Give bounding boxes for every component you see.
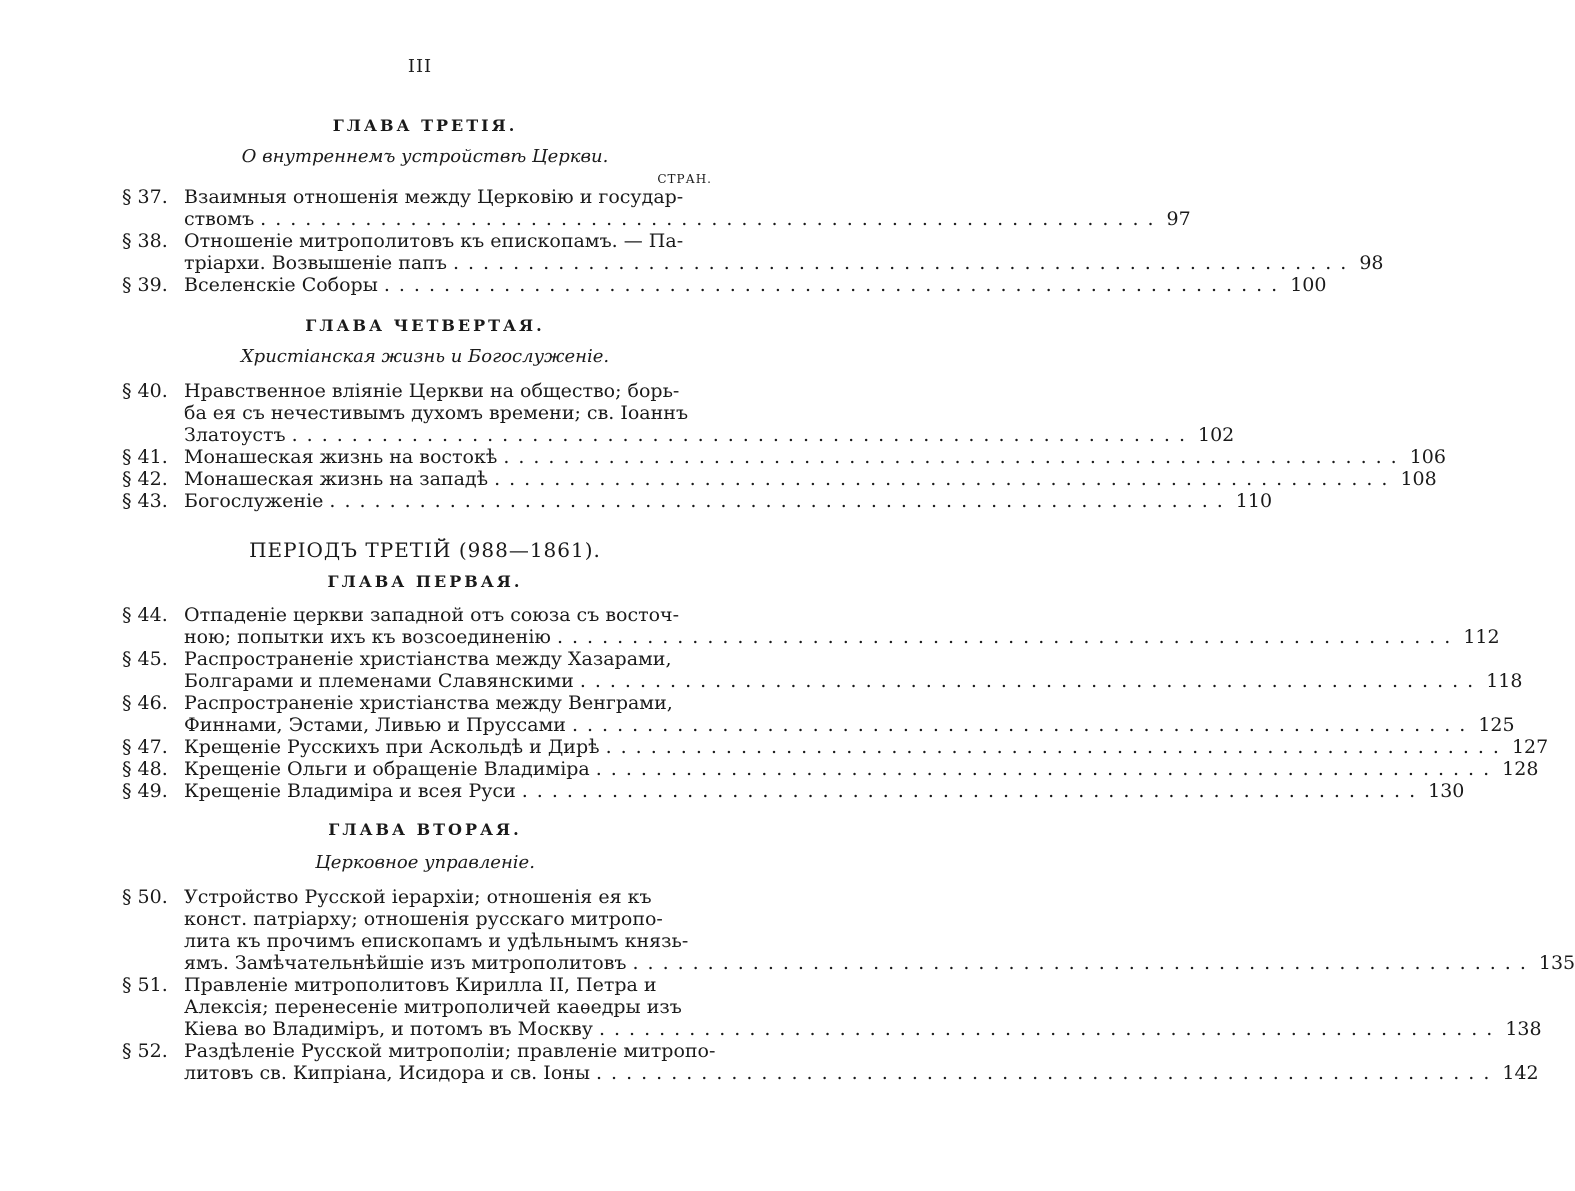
entry-text: ба ея съ нечестивымъ духомъ времени; св. Іоаннъ bbox=[184, 402, 689, 424]
entry-text: Монашеская жизнь на востокѣ bbox=[184, 446, 498, 468]
entry-line bbox=[184, 490, 1273, 512]
section-number: § 40. bbox=[122, 380, 168, 402]
page-ref: 142 bbox=[1502, 1062, 1539, 1084]
entry-line bbox=[184, 736, 1549, 758]
entry-text: Устройство Русской іерархіи; отношенія ея къ bbox=[184, 886, 652, 908]
page-ref: 108 bbox=[1400, 468, 1437, 490]
entry-line bbox=[184, 424, 1235, 446]
entry-text: Взаимныя отношенія между Церковію и государ- bbox=[184, 186, 684, 208]
entry-line bbox=[184, 380, 714, 402]
period-3-chapter-1-title: ГЛАВА ПЕРВАЯ. bbox=[327, 572, 523, 591]
entry-text: Болгарами и племенами Славянскими bbox=[184, 670, 574, 692]
entry-text: Крещеніе Владиміра и всея Руси bbox=[184, 780, 516, 802]
entry-line bbox=[184, 604, 714, 626]
entry-line bbox=[184, 648, 714, 670]
section-number: § 38. bbox=[122, 230, 168, 252]
entry-text: Нравственное вліяніе Церкви на общество; борь- bbox=[184, 380, 680, 402]
page-number: III bbox=[407, 56, 433, 77]
entry-text: Правленіе митрополитовъ Кирилла II, Петра и bbox=[184, 974, 657, 996]
entry-text: Алексія; перенесеніе митрополичей каѳедры изъ bbox=[184, 996, 682, 1018]
section-number: § 43. bbox=[122, 490, 168, 512]
entry-line bbox=[184, 1062, 1539, 1084]
entry-line bbox=[184, 952, 1575, 974]
leader-dots: ............................................................ bbox=[632, 952, 1535, 974]
leader-dots: ............................................................ bbox=[595, 758, 1499, 780]
page-ref: 127 bbox=[1511, 736, 1549, 758]
leader-dots: ............................................................ bbox=[579, 670, 1483, 692]
period-3-chapter-2-subtitle: Церковное управленіе. bbox=[315, 852, 535, 873]
section-number: § 39. bbox=[122, 274, 168, 296]
leader-dots: ............................................................ bbox=[596, 1062, 1499, 1084]
page-ref: 100 bbox=[1290, 274, 1327, 296]
page-ref: 97 bbox=[1166, 208, 1191, 230]
leader-dots: ............................................................ bbox=[521, 780, 1425, 802]
entry-text: конст. патріарху; отношенія русскаго митропо- bbox=[184, 908, 663, 930]
leader-dots: ............................................................ bbox=[605, 736, 1508, 758]
page-column-label: СТРАН. bbox=[657, 172, 712, 186]
section-number: § 46. bbox=[122, 692, 168, 714]
section-number: § 44. bbox=[122, 604, 168, 626]
leader-dots: ............................................................ bbox=[494, 468, 1397, 490]
chapter-4-title: ГЛАВА ЧЕТВЕРТАЯ. bbox=[305, 316, 545, 335]
entry-line bbox=[184, 1018, 1542, 1040]
entry-line bbox=[184, 446, 1446, 468]
leader-dots: ............................................................ bbox=[571, 714, 1475, 736]
entry-text: Златоустъ bbox=[184, 424, 286, 446]
chapter-4-subtitle: Христіанская жизнь и Богослуженіе. bbox=[240, 346, 610, 367]
entry-text: Крещеніе Ольги и обращеніе Владиміра bbox=[184, 758, 590, 780]
page-ref: 130 bbox=[1428, 780, 1465, 802]
section-number: § 52. bbox=[122, 1040, 168, 1062]
entry-text: ною; попытки ихъ къ возсоединенію bbox=[184, 626, 551, 648]
entry-line bbox=[184, 996, 714, 1018]
page-ref: 128 bbox=[1502, 758, 1539, 780]
page-ref: 106 bbox=[1409, 446, 1446, 468]
section-number: § 41. bbox=[122, 446, 168, 468]
leader-dots: ............................................................ bbox=[291, 424, 1194, 446]
entry-line bbox=[184, 714, 1515, 736]
leader-dots: ............................................................ bbox=[556, 626, 1460, 648]
section-number: § 47. bbox=[122, 736, 168, 758]
page-ref: 110 bbox=[1235, 490, 1273, 512]
period-3-title: ПЕРІОДЪ ТРЕТІЙ (988—1861). bbox=[249, 538, 601, 562]
entry-text: тріархи. Возвышеніе папъ bbox=[184, 252, 447, 274]
entry-line bbox=[184, 274, 1327, 296]
entry-line bbox=[184, 780, 1465, 802]
entry-line bbox=[184, 468, 1437, 490]
page-ref: 125 bbox=[1478, 714, 1515, 736]
entry-line bbox=[184, 1040, 714, 1062]
section-number: § 45. bbox=[122, 648, 168, 670]
chapter-3-subtitle: О внутреннемъ устройствѣ Церкви. bbox=[241, 146, 609, 167]
entry-line bbox=[184, 908, 714, 930]
entry-text: литовъ св. Кипріана, Исидора и св. Іоны bbox=[184, 1062, 590, 1084]
entry-text: Вселенскіе Соборы bbox=[184, 274, 378, 296]
entry-line bbox=[184, 886, 714, 908]
entry-text: Крещеніе Русскихъ при Аскольдѣ и Дирѣ bbox=[184, 736, 600, 758]
period-3-chapter-2-title: ГЛАВА ВТОРАЯ. bbox=[328, 820, 522, 839]
entry-line bbox=[184, 974, 714, 996]
page-ref: 98 bbox=[1359, 252, 1384, 274]
entry-line bbox=[184, 402, 714, 424]
entry-text: Раздѣленіе Русской митрополіи; правленіе митропо- bbox=[184, 1040, 716, 1062]
leader-dots: ............................................................ bbox=[383, 274, 1287, 296]
entry-line bbox=[184, 758, 1539, 780]
section-number: § 48. bbox=[122, 758, 168, 780]
entry-line bbox=[184, 230, 714, 252]
chapter-3-title: ГЛАВА ТРЕТІЯ. bbox=[332, 116, 518, 135]
section-number: § 50. bbox=[122, 886, 168, 908]
entry-text: Распространеніе христіанства между Венграми, bbox=[184, 692, 673, 714]
entry-text: Богослуженіе bbox=[184, 490, 324, 512]
entry-line bbox=[184, 252, 1384, 274]
page-ref: 112 bbox=[1463, 626, 1500, 648]
entry-line bbox=[184, 208, 1191, 230]
page-ref: 135 bbox=[1538, 952, 1575, 974]
entry-line bbox=[184, 186, 714, 208]
section-number: § 49. bbox=[122, 780, 168, 802]
entry-text: Отношеніе митрополитовъ къ епископамъ. — Па- bbox=[184, 230, 684, 252]
entry-line bbox=[184, 626, 1500, 648]
entry-text: ствомъ bbox=[184, 208, 255, 230]
section-number: § 51. bbox=[122, 974, 168, 996]
leader-dots: ............................................................ bbox=[329, 490, 1232, 512]
leader-dots: ............................................................ bbox=[503, 446, 1406, 468]
entry-line bbox=[184, 692, 714, 714]
page-ref: 138 bbox=[1505, 1018, 1542, 1040]
entry-text: Монашеская жизнь на западѣ bbox=[184, 468, 489, 490]
leader-dots: ............................................................ bbox=[452, 252, 1356, 274]
entry-line bbox=[184, 930, 714, 952]
entry-text: ямъ. Замѣчательнѣйшіе изъ митрополитовъ bbox=[184, 952, 627, 974]
entry-text: Отпаденіе церкви западной отъ союза съ восточ- bbox=[184, 604, 680, 626]
entry-text: Финнами, Эстами, Ливью и Пруссами bbox=[184, 714, 566, 736]
entry-line bbox=[184, 670, 1523, 692]
section-number: § 42. bbox=[122, 468, 168, 490]
entry-text: Кіева во Владиміръ, и потомъ въ Москву bbox=[184, 1018, 593, 1040]
page-ref: 102 bbox=[1197, 424, 1235, 446]
page-ref: 118 bbox=[1486, 670, 1523, 692]
section-number: § 37. bbox=[122, 186, 168, 208]
leader-dots: ............................................................ bbox=[260, 208, 1163, 230]
entry-text: лита къ прочимъ епископамъ и удѣльнымъ князь- bbox=[184, 930, 689, 952]
leader-dots: ............................................................ bbox=[598, 1018, 1502, 1040]
entry-text: Распространеніе христіанства между Хазарами, bbox=[184, 648, 672, 670]
